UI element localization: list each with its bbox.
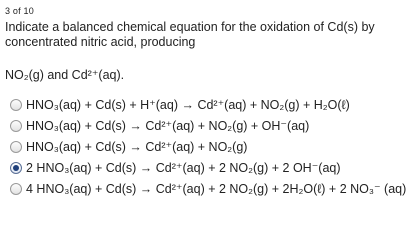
- answer-options: [10, 98, 415, 222]
- answer-option-2[interactable]: [10, 119, 415, 140]
- question-counter: 3 of 10: [5, 6, 34, 16]
- answer-option-4[interactable]: [10, 161, 415, 182]
- radio-button-3[interactable]: [10, 141, 22, 153]
- answer-option-5-label[interactable]: 4 HNO₃(aq) + Cd(s) → Cd²⁺(aq) + 2 NO₂(g) + 2H₂O(ℓ) + 2 NO₃⁻ (aq): [26, 182, 407, 196]
- question-products: NO₂(g) and Cd²⁺(aq).: [5, 68, 125, 82]
- answer-option-1-label[interactable]: HNO₃(aq) + Cd(s) + H⁺(aq) → Cd²⁺(aq) + NO₂(g) + H₂O(ℓ): [26, 98, 350, 112]
- question-text: Indicate a balanced chemical equation for the oxidation of Cd(s) by concentrated nitric acid, producing: [5, 20, 375, 49]
- answer-option-3-label[interactable]: HNO₃(aq) + Cd(s) → Cd²⁺(aq) + NO₂(g): [26, 140, 248, 154]
- radio-button-2[interactable]: [10, 120, 22, 132]
- radio-button-1[interactable]: [10, 99, 22, 111]
- radio-button-4[interactable]: [10, 162, 22, 174]
- answer-option-5[interactable]: [10, 182, 415, 222]
- answer-option-4-label[interactable]: 2 HNO₃(aq) + Cd(s) → Cd²⁺(aq) + 2 NO₂(g) + 2 OH⁻(aq): [26, 161, 341, 175]
- answer-option-2-label[interactable]: HNO₃(aq) + Cd(s) → Cd²⁺(aq) + NO₂(g) + OH⁻(aq): [26, 119, 310, 133]
- answer-option-3[interactable]: [10, 140, 415, 161]
- answer-option-1[interactable]: [10, 98, 415, 119]
- radio-button-5[interactable]: [10, 183, 22, 195]
